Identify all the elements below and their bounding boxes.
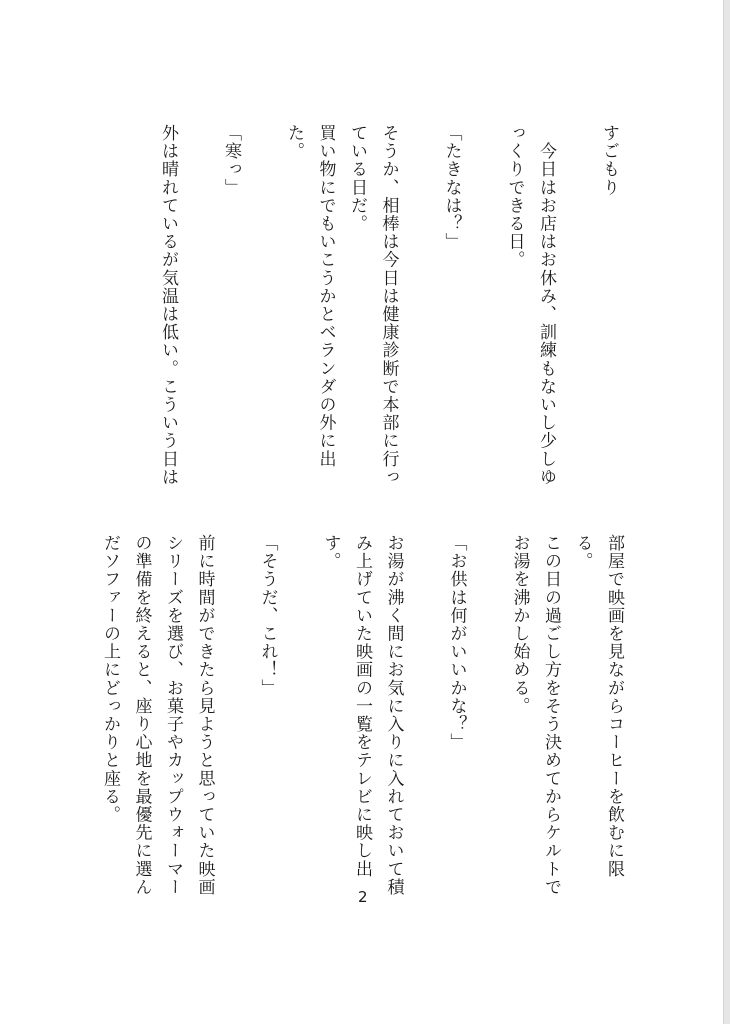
- text-line: 「お供は何がいいかな？」: [446, 534, 467, 752]
- text-line: 「たきなは？」: [441, 124, 462, 251]
- text-line: 「そうだ、これ！」: [257, 534, 278, 697]
- text-line: [561, 124, 593, 504]
- text-line: る。: [572, 534, 593, 571]
- text-line: っくりできる日。: [504, 124, 525, 269]
- text-line: だソファーの上にどっかりと座る。: [100, 534, 120, 824]
- text-line: の準備を終えると、座り心地を最優先に選ん: [131, 534, 152, 896]
- text-line: 前に時間ができたら見ようと思っていた映画: [194, 534, 215, 896]
- text-line: この日の過ごし方をそう決めてからケルトで: [541, 534, 561, 896]
- text-line: [246, 124, 278, 504]
- text-line: すごもり: [599, 124, 619, 197]
- text-line: 買い物にでもいこうかとベランダの外に出: [315, 124, 336, 468]
- upper-text-block: [152, 124, 625, 504]
- text-line: た。: [284, 124, 304, 161]
- text-line: 「寒っ」: [221, 124, 241, 197]
- text-line: み上げていた映画の一覧をテレビに映し出: [352, 534, 372, 878]
- text-line: 部屋で映画を見ながらコーヒーを飲むに限: [604, 534, 624, 878]
- text-line: 外は晴れているが気温は低い。こういう日は: [158, 124, 178, 486]
- text-line: [220, 534, 252, 914]
- text-line: [183, 124, 215, 504]
- text-line: [472, 534, 504, 914]
- text-line: す。: [320, 534, 341, 571]
- lower-text-block: [94, 534, 630, 914]
- text-line: シリーズを選び、お菓子やカップウォーマー: [163, 534, 183, 896]
- page-edge-scrollbar: [723, 0, 730, 1024]
- page-number: 2: [358, 888, 368, 906]
- text-line: [404, 124, 436, 504]
- text-line: [467, 124, 499, 504]
- text-line: そうか、相棒は今日は健康診断で本部に行っ: [378, 124, 399, 486]
- text-line: [283, 534, 315, 914]
- text-line: 今日はお店はお休み、訓練もないし少しゆ: [536, 124, 556, 486]
- text-line: ている日だ。: [347, 124, 367, 233]
- text-line: お湯を沸かし始める。: [509, 534, 530, 715]
- text-line: お湯が沸く間にお気に入りに入れておいて積: [383, 534, 404, 896]
- text-line: [409, 534, 441, 914]
